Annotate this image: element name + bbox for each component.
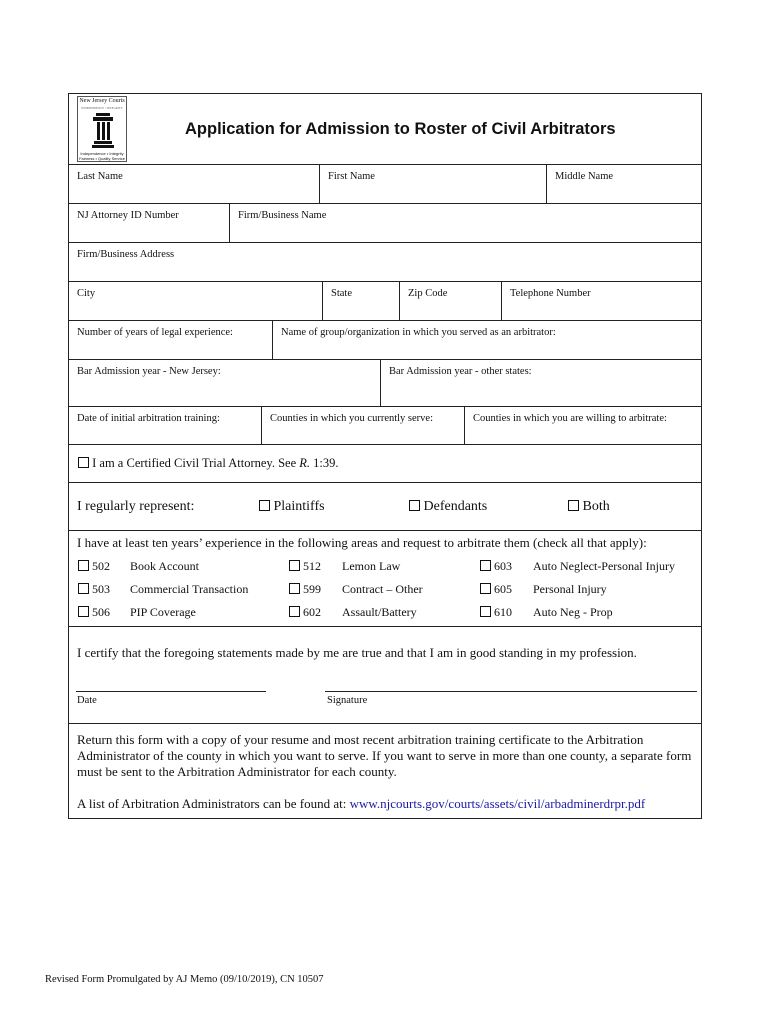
experience-row bbox=[69, 321, 701, 360]
city-row bbox=[69, 282, 701, 321]
attorney-id-field[interactable]: NJ Attorney ID Number bbox=[77, 210, 179, 221]
signature-line[interactable] bbox=[325, 691, 697, 692]
name-row bbox=[69, 165, 701, 204]
application-form bbox=[68, 93, 702, 819]
address-row bbox=[69, 243, 701, 282]
defendants-checkbox[interactable] bbox=[409, 500, 420, 511]
administrators-link[interactable]: www.njcourts.gov/courts/assets/civil/arbadminerdrpr.pdf bbox=[349, 796, 646, 811]
case-type-602[interactable]: 602 bbox=[289, 605, 321, 620]
represent-row bbox=[69, 483, 701, 531]
certification-row bbox=[69, 627, 701, 724]
represent-label: I regularly represent: bbox=[77, 499, 195, 514]
case-type-503[interactable]: 503 bbox=[78, 582, 110, 597]
nj-courts-logo: New Jersey Courts INDEPENDENCE • INTEGRITY Independence • Integrity Fairness • Quality Service bbox=[77, 96, 127, 162]
form-footer: Revised Form Promulgated by AJ Memo (09/10/2019), CN 10507 bbox=[45, 974, 324, 985]
case-type-512[interactable]: 512 bbox=[289, 559, 321, 574]
case-503-checkbox[interactable] bbox=[78, 583, 89, 594]
plaintiffs-option[interactable]: Plaintiffs bbox=[259, 499, 325, 515]
case-610-checkbox[interactable] bbox=[480, 606, 491, 617]
counties-willing-field[interactable]: Counties in which you are willing to arbitrate: bbox=[464, 407, 701, 444]
form-header bbox=[69, 94, 701, 165]
bar-admission-nj-field[interactable]: Bar Admission year - New Jersey: bbox=[77, 366, 221, 377]
training-date-field[interactable]: Date of initial arbitration training: bbox=[77, 413, 220, 424]
bar-admission-other-field[interactable]: Bar Admission year - other states: bbox=[380, 360, 701, 406]
defendants-option[interactable]: Defendants bbox=[409, 499, 487, 515]
certified-checkbox[interactable] bbox=[78, 457, 89, 468]
certified-option[interactable]: I am a Certified Civil Trial Attorney. See R. 1:39. bbox=[78, 456, 339, 471]
case-type-610[interactable]: 610 bbox=[480, 605, 512, 620]
case-512-checkbox[interactable] bbox=[289, 560, 300, 571]
administrators-list: A list of Arbitration Administrators can be found at: www.njcourts.gov/courts/assets/civil/arbadminerdrpr.pdf bbox=[77, 796, 646, 811]
signature-label: Signature bbox=[327, 695, 368, 706]
case-605-checkbox[interactable] bbox=[480, 583, 491, 594]
case-602-checkbox[interactable] bbox=[289, 606, 300, 617]
attorney-row bbox=[69, 204, 701, 243]
certification-statement: I certify that the foregoing statements made by me are true and that I am in good standing in my profession. bbox=[77, 645, 637, 660]
case-type-605[interactable]: 605 bbox=[480, 582, 512, 597]
last-name-field[interactable]: Last Name bbox=[77, 171, 123, 182]
case-type-603[interactable]: 603 bbox=[480, 559, 512, 574]
middle-name-field[interactable]: Middle Name bbox=[546, 165, 701, 203]
case-types-row: I have at least ten years’ experience in the following areas and request to arbitrate them (check all that apply): 502 Book Account 512 Lemon Law 603 Auto Neglect-Personal Injury 503 Commercial Transaction 599 Contract – Other 605 Personal Injury 506 PIP Coverage 602 Assault/Battery 610 Auto Neg - Prop bbox=[69, 531, 701, 627]
date-label: Date bbox=[77, 695, 97, 706]
telephone-field[interactable]: Telephone Number bbox=[501, 282, 701, 320]
case-502-checkbox[interactable] bbox=[78, 560, 89, 571]
case-603-checkbox[interactable] bbox=[480, 560, 491, 571]
case-type-506[interactable]: 506 bbox=[78, 605, 110, 620]
courthouse-pillar-icon bbox=[90, 111, 116, 149]
case-type-599[interactable]: 599 bbox=[289, 582, 321, 597]
case-599-checkbox[interactable] bbox=[289, 583, 300, 594]
both-option[interactable]: Both bbox=[568, 499, 610, 515]
case-type-502[interactable]: 502 bbox=[78, 559, 110, 574]
both-checkbox[interactable] bbox=[568, 500, 579, 511]
firm-name-field[interactable]: Firm/Business Name bbox=[229, 204, 701, 242]
first-name-field[interactable]: First Name bbox=[319, 165, 546, 203]
certified-row bbox=[69, 445, 701, 483]
case-506-checkbox[interactable] bbox=[78, 606, 89, 617]
years-experience-field[interactable]: Number of years of legal experience: bbox=[77, 327, 233, 338]
return-instructions: Return this form with a copy of your resume and most recent arbitration training certificate to the Arbitration Administrator of the county in which you want to serve. If you want to serve in more than one county, a separate form must be sent to the Arbitration Administrator for each county. bbox=[77, 732, 692, 779]
date-line[interactable] bbox=[76, 691, 266, 692]
form-title: Application for Admission to Roster of Civil Arbitrators bbox=[185, 120, 616, 138]
training-counties-row bbox=[69, 407, 701, 445]
state-field[interactable]: State bbox=[322, 282, 399, 320]
firm-address-field[interactable]: Firm/Business Address bbox=[77, 249, 175, 260]
bar-admission-row bbox=[69, 360, 701, 407]
city-field[interactable]: City bbox=[77, 288, 96, 299]
experience-heading: I have at least ten years’ experience in the following areas and request to arbitrate them (check all that apply): bbox=[77, 535, 647, 550]
zip-code-field[interactable]: Zip Code bbox=[399, 282, 501, 320]
group-organization-field[interactable]: Name of group/organization in which you served as an arbitrator: bbox=[272, 321, 701, 359]
counties-serve-field[interactable]: Counties in which you currently serve: bbox=[261, 407, 464, 444]
plaintiffs-checkbox[interactable] bbox=[259, 500, 270, 511]
